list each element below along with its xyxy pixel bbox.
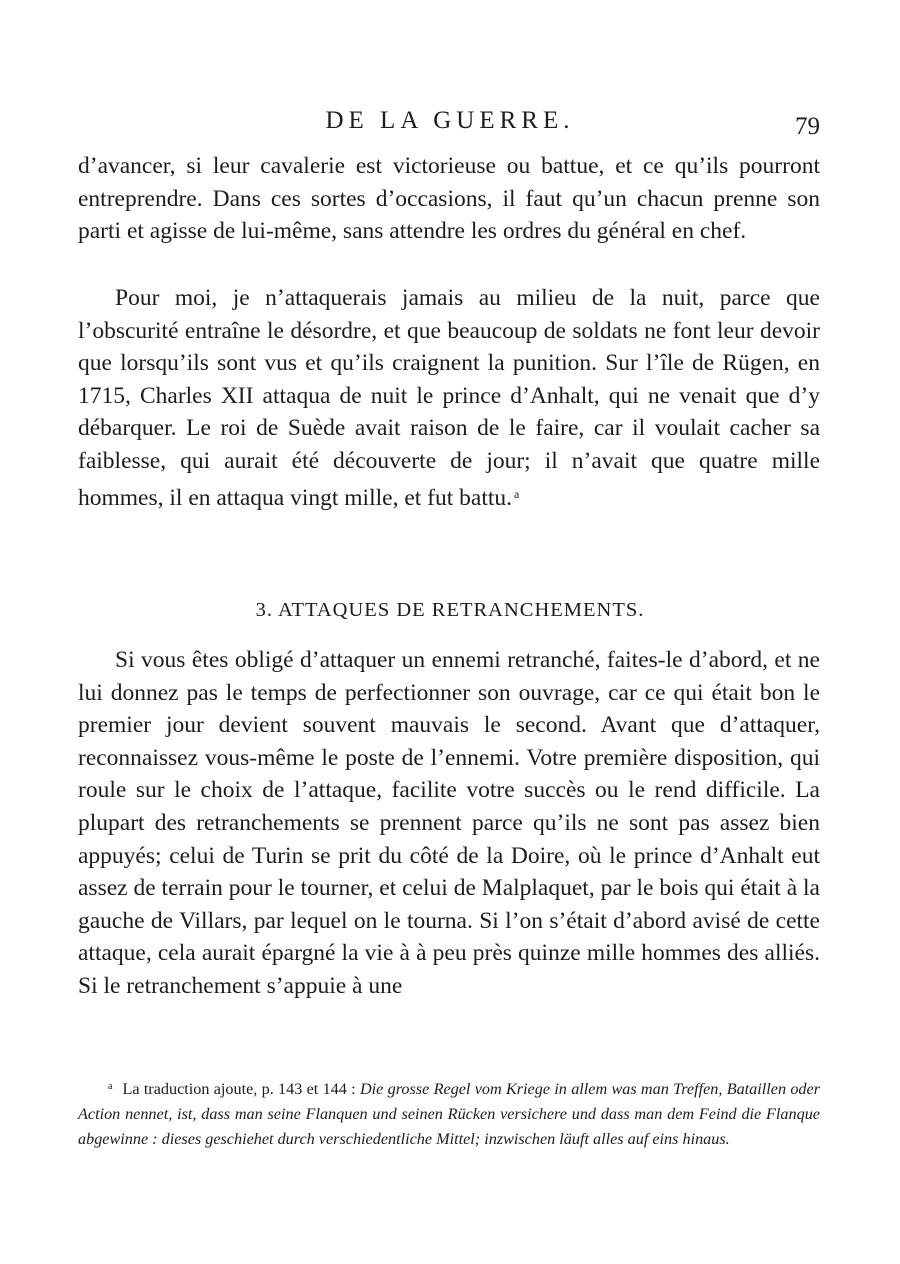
paragraph-night-attack bbox=[78, 282, 820, 514]
paragraph-2-text: Pour moi, je n’attaquerais jamais au milieu de la nuit, parce que l’obscurité entraîne le désordre, et que beaucoup de soldats ne font leur devoir que lorsqu’ils sont vus et qu’ils craignent la punition. Sur l’île de Rügen, en 1715, Charles XII attaqua de nuit le prince d’Anhalt, qui ne venait que d’y débarquer. Le roi de Suède avait raison de le faire, car il voulait cacher sa faiblesse, qui aurait été découverte de jour; il n’avait que quatre mille hommes, il en attaqua vingt mille, et fut battu. bbox=[78, 285, 820, 511]
footnote bbox=[78, 1074, 820, 1152]
footnote-german-quote: Die grosse Regel vom Kriege in allem was man Treffen, Bataillen oder Action nennet, ist, dass man seine Flanquen und seinen Rücken versichere und dass man dem Feind die Flanque abgewinne : dieses geschiehet durch verschiedentliche Mittel; inzwischen läuft alles auf eins hinaus. bbox=[78, 1080, 820, 1148]
footnote-intro: La traduction ajoute, p. 143 et 144 : bbox=[122, 1080, 356, 1098]
footnote-mark: a bbox=[108, 1081, 113, 1092]
section-heading: 3. ATTAQUES DE RETRANCHEMENTS. bbox=[255, 599, 645, 621]
paragraph-3: Si vous êtes obligé d’attaquer un ennemi retranché, faites-le d’abord, et ne lui donnez pas le temps de perfectionner son ouvrage, car ce qui était bon le premier jour devient souvent mauvais le second. Avant que d’attaquer, reconnaissez vous-même le poste de l’ennemi. Votre première disposition, qui roule sur le choix de l’attaque, facilite votre succès ou le rend difficile. La plupart des retranchements se prennent parce qu’ils ne sont pas assez bien appuyés; celui de Turin se prit du côté de la Doire, où le prince d’Anhalt eut assez de terrain pour le tourner, et celui de Malplaquet, par le bois qui était à la gauche de Villars, par lequel on le tourna. Si l’on s’était d’abord avisé de cette attaque, cela aurait épargné la vie à à peu près quinze mille hommes des alliés. Si le retranchement s’appuie à une bbox=[78, 647, 820, 999]
running-title: DE LA GUERRE. bbox=[325, 107, 575, 134]
footnote-reference: a bbox=[514, 486, 520, 501]
paragraph-2 bbox=[78, 282, 820, 514]
paragraph-continuation bbox=[78, 150, 820, 248]
paragraph-1: d’avancer, si leur cavalerie est victorieuse ou battue, et ce qu’ils pourront entreprendre. Dans ces sortes d’occasions, il faut qu’un chacun prenne son parti et agisse de lui-même, sans attendre les ordres du général en chef. bbox=[78, 153, 820, 245]
page-number: 79 bbox=[795, 113, 820, 140]
paragraph-retrenchments bbox=[78, 644, 820, 1003]
page-header bbox=[0, 104, 900, 144]
